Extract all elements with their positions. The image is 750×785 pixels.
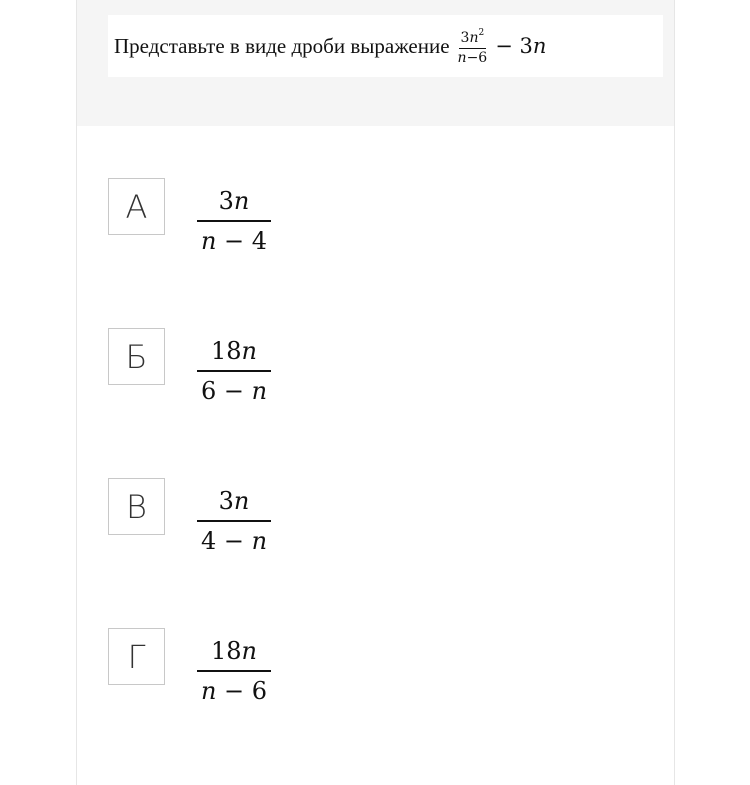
answer-option-v[interactable] (108, 478, 271, 556)
option-letter-button[interactable]: Б (108, 328, 165, 385)
question-fraction (456, 25, 490, 67)
question-panel (77, 0, 674, 126)
option-denominator: n − 6 (200, 677, 268, 705)
option-numerator: 3n (218, 187, 250, 215)
answer-option-b[interactable] (108, 328, 271, 406)
option-fraction (197, 336, 271, 406)
option-letter-button[interactable]: В (108, 478, 165, 535)
option-fraction (197, 636, 271, 706)
question-tail-term: − 3n (495, 34, 547, 58)
answer-option-g[interactable] (108, 628, 271, 706)
option-denominator: 6 − n (200, 377, 268, 405)
question-fraction-denominator: n−6 (457, 50, 488, 66)
option-fraction (197, 486, 271, 556)
answer-option-a[interactable] (108, 178, 271, 256)
option-denominator: 4 − n (200, 527, 268, 555)
option-numerator: 3n (218, 487, 250, 515)
question-text: Представьте в виде дроби выражение (114, 33, 450, 58)
option-numerator: 18n (210, 637, 257, 665)
question-fraction-numerator: $3n^2$ (459, 25, 487, 49)
option-numerator: 18n (210, 337, 257, 365)
question-text-box (108, 15, 663, 77)
option-fraction (197, 186, 271, 256)
option-denominator: n − 4 (200, 227, 268, 255)
option-letter-button[interactable]: Г (108, 628, 165, 685)
quiz-card (76, 0, 675, 785)
option-letter-button[interactable]: А (108, 178, 165, 235)
